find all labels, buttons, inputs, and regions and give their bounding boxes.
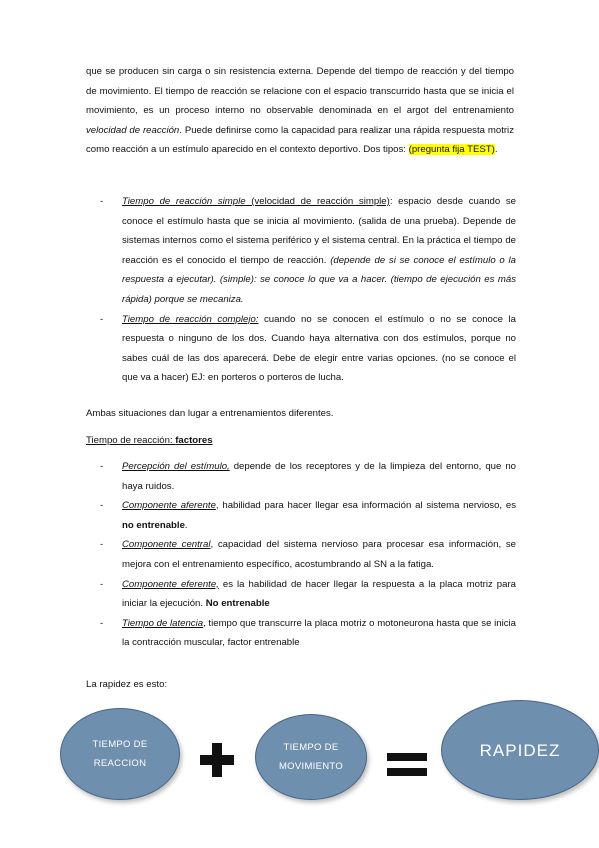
ambas-paragraph: Ambas situaciones dan lugar a entrenamientos diferentes. xyxy=(86,408,334,419)
complex-text: cuando no se conocen el estímulo o no se conoce la respuesta o ninguno de los dos. Cuando haya alternativa con dos estímulos, porque no sabes cuál de las dos aparecerá. Debe de elegir entre varias opciones. (no se conoce el que va a hacer) EJ: en porteros o porteros de lucha. xyxy=(122,313,516,384)
factor-bold: no entrenable xyxy=(122,519,185,531)
rapidez-diagram xyxy=(0,700,599,820)
reaction-time-ellipse xyxy=(60,708,180,800)
factor-text: es la habilidad de hacer llegar la respuesta a la placa motriz para iniciar la ejecución. xyxy=(122,578,516,610)
bullet: - xyxy=(100,617,104,629)
factor-text: , capacidad del sistema nervioso para procesar esa información, se mejora con el entrenamiento específico, acostumbrando al SN a la fatiga. xyxy=(122,539,516,570)
factor-item xyxy=(86,614,516,653)
list-item-simple xyxy=(86,192,516,310)
factor-text: , habilidad para hacer llegar esa información al sistema nervioso, es xyxy=(215,500,517,512)
factors-heading-bold: factores xyxy=(175,435,213,446)
simple-text: : espacio desde cuando se conoce el estímulo hasta que se inicia al movimiento. (salida de una prueba). Depende de sistemas internos como el sistema periférico y el sistema central. En la práctica el tiempo de reacción es el conocido el tiempo de reacción. xyxy=(122,196,516,266)
bullet: - xyxy=(100,313,104,325)
factor-item xyxy=(86,575,516,614)
factor-after: . xyxy=(184,519,188,531)
reaction-types-list xyxy=(86,192,516,388)
term-simple: Tiempo de reacción simple xyxy=(122,196,246,207)
movement-time-ellipse xyxy=(255,714,367,800)
movement-time-label: TIEMPO DE MOVIMIENTO xyxy=(278,742,344,772)
bullet: - xyxy=(100,578,104,590)
term-simple-paren: (velocidad de reacción simple) xyxy=(245,196,390,207)
intro-text-2: . Puede definirse como la capacidad para realizar una rápida respuesta motriz como reacción a un estímulo aparecido en el contexto deportivo. Dos tipos: xyxy=(86,124,514,156)
bullet: - xyxy=(100,539,104,551)
factors-heading xyxy=(86,431,514,451)
factor-item xyxy=(86,457,516,496)
equals-icon xyxy=(387,753,427,777)
factor-bold: No entrenable xyxy=(205,598,270,610)
factor-term: Percepción del estímulo, xyxy=(122,461,230,472)
reaction-time-label: TIEMPO DE REACCION xyxy=(92,739,148,769)
factor-term: Componente eferente, xyxy=(122,578,219,590)
factor-item xyxy=(86,496,516,535)
velocidad-term: velocidad de reacción xyxy=(86,124,180,136)
factors-heading-prefix: Tiempo de reacción: xyxy=(86,435,176,446)
intro-paragraph xyxy=(86,62,514,160)
intro-end: . xyxy=(494,144,498,156)
factor-item xyxy=(86,535,516,574)
factor-term: Componente aferente xyxy=(122,500,216,512)
factor-text: , tiempo que transcurre la placa motriz o motoneurona hasta que se inicia la contracción muscular, factor entrenable xyxy=(122,617,517,649)
factors-list xyxy=(86,457,516,653)
rapidez-ellipse xyxy=(441,700,599,800)
bullet: - xyxy=(100,461,104,472)
factor-term: Tiempo de latencia xyxy=(122,617,204,629)
rapidez-label: RAPIDEZ xyxy=(479,740,561,760)
list-item-complex xyxy=(86,310,516,388)
term-complex: Tiempo de reacción complejo: xyxy=(122,313,259,325)
factor-text: depende de los receptores y de la limpieza del entorno, que no haya ruidos. xyxy=(122,461,516,492)
factor-term: Componente central xyxy=(122,539,211,551)
highlight-test: (pregunta fija TEST) xyxy=(408,144,495,156)
rapidez-intro: La rapidez es esto: xyxy=(86,679,168,690)
simple-italic: (depende de si se conoce el estímulo o la respuesta a ejecutar). (simple): se conoce lo que va a hacer. (tiempo de ejecución es más rápida) porque se mecaniza. xyxy=(122,254,516,305)
bullet: - xyxy=(100,500,104,512)
bullet: - xyxy=(100,196,104,207)
plus-icon xyxy=(200,743,234,777)
intro-text: que se producen sin carga o sin resistencia externa. Depende del tiempo de reacción y del tiempo de movimiento. El tiempo de reacción se relacione con el espacio transcurrido hasta que se inicia el movimiento, es un proceso interno no observable denominada en el argot del entrenamiento xyxy=(86,66,514,117)
